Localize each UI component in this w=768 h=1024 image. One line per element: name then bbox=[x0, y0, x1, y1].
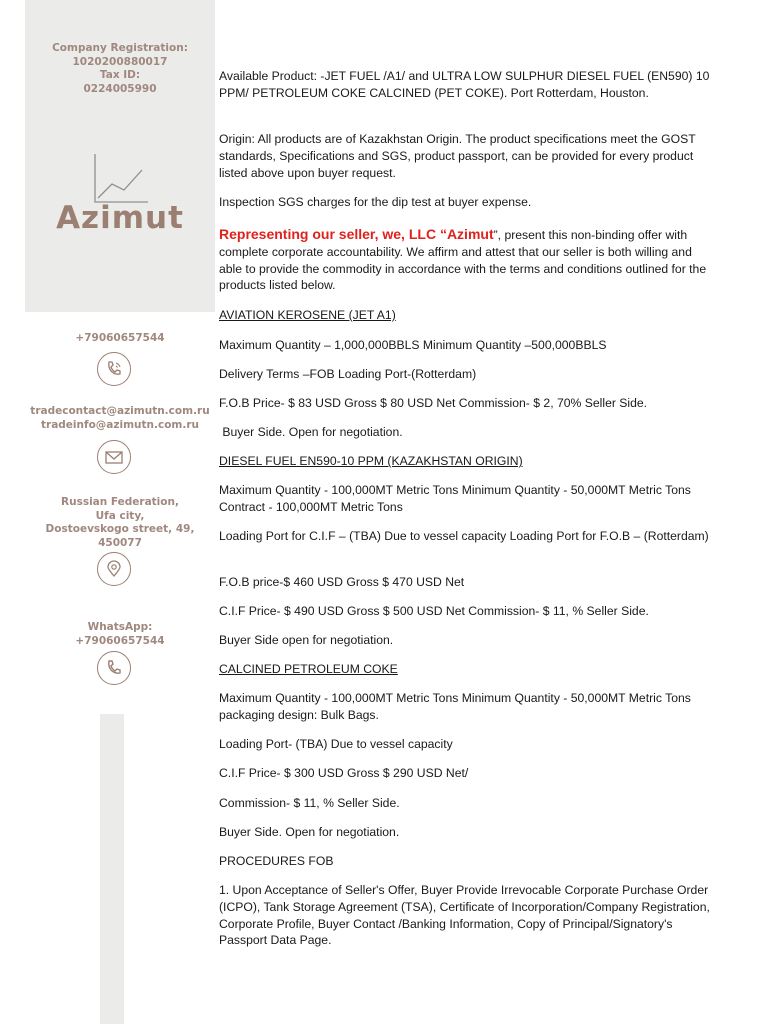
section-heading-coke: CALCINED PETROLEUM COKE bbox=[219, 662, 398, 676]
representation-text: ”, present this non-binding offer with complete corporate accountability. We affirm and attest that our seller is both willing and able to provide the commodity in accordance with the terms and conditions outlined for the products listed below. bbox=[219, 228, 707, 293]
registration-number: 1020200880017 bbox=[72, 55, 168, 68]
address-line: Russian Federation, bbox=[61, 496, 179, 508]
phone-icon[interactable] bbox=[97, 651, 131, 685]
sidebar-emails bbox=[25, 405, 215, 432]
address-line: Dostoevskogo street, 49, bbox=[45, 523, 195, 535]
email-tradecontact[interactable]: tradecontact@azimutn.com.ru bbox=[30, 405, 210, 417]
diesel-cif-price: C.I.F Price- $ 490 USD Gross $ 500 USD Net Commission- $ 11, % Seller Side. bbox=[219, 604, 649, 618]
coke-buyer-side: Buyer Side. Open for negotiation. bbox=[219, 825, 400, 839]
company-registration bbox=[25, 42, 215, 96]
coke-quantity: Maximum Quantity - 100,000MT Metric Tons Minimum Quantity - 50,000MT Metric Tons packaging design: Bulk Bags. bbox=[219, 691, 691, 722]
section-heading-procedures: PROCEDURES FOB bbox=[219, 854, 334, 868]
coke-loading-port: Loading Port- (TBA) Due to vessel capacity bbox=[219, 737, 453, 751]
procedure-step-1: 1. Upon Acceptance of Seller's Offer, Buyer Provide Irrevocable Corporate Purchase Order (ICPO), Tank Storage Agreement (TSA), Certificate of Incorporation/Company Registration, Corporate Profile, Buyer Contact /Banking Information, Copy of Principal/Signatory's Passport Data Page. bbox=[219, 883, 710, 948]
coke-commission: Commission- $ 11, % Seller Side. bbox=[219, 796, 400, 810]
tax-id-label: Tax ID: bbox=[99, 69, 141, 81]
diesel-loading-port: Loading Port for C.I.F – (TBA) Due to vessel capacity Loading Port for F.O.B – (Rotterdam) bbox=[219, 529, 709, 543]
sidebar-strip bbox=[100, 714, 124, 1024]
location-pin-icon[interactable] bbox=[97, 552, 131, 586]
azimut-logo: Azimut bbox=[56, 200, 184, 236]
sidebar-whatsapp bbox=[25, 621, 215, 648]
diesel-fob-price: F.O.B price-$ 460 USD Gross $ 470 USD Net bbox=[219, 575, 465, 589]
registration-label: Company Registration: bbox=[52, 42, 188, 54]
sidebar-address bbox=[25, 496, 215, 550]
email-tradeinfo[interactable]: tradeinfo@azimutn.com.ru bbox=[41, 418, 199, 431]
tax-id-number: 0224005990 bbox=[83, 82, 157, 95]
origin-paragraph: Origin: All products are of Kazakhstan Origin. The product specifications meet the GOST standards, Specifications and SGS, product passport, can be provided for every product listed above upon buyer request. bbox=[219, 132, 696, 180]
sidebar-phone[interactable]: +79060657544 bbox=[75, 332, 165, 344]
coke-cif-price: C.I.F Price- $ 300 USD Gross $ 290 USD Net/ bbox=[219, 766, 469, 780]
jet-price: F.O.B Price- $ 83 USD Gross $ 80 USD Net Commission- $ 2, 70% Seller Side. bbox=[219, 396, 648, 410]
section-heading-jet: AVIATION KEROSENE (JET A1) bbox=[219, 308, 396, 322]
representing-highlight: Representing our seller, we, LLC “Azimut bbox=[219, 226, 494, 242]
diesel-buyer-side: Buyer Side open for negotiation. bbox=[219, 633, 394, 647]
inspection-paragraph: Inspection SGS charges for the dip test at buyer expense. bbox=[219, 195, 532, 209]
phone-call-icon[interactable] bbox=[97, 352, 131, 386]
jet-buyer-side: Buyer Side. Open for negotiation. bbox=[219, 425, 403, 439]
address-line: Ufa city, bbox=[95, 509, 145, 522]
whatsapp-number[interactable]: +79060657544 bbox=[75, 634, 165, 647]
address-line: 450077 bbox=[98, 536, 142, 549]
diesel-quantity: Maximum Quantity - 100,000MT Metric Tons Minimum Quantity - 50,000MT Metric Tons Contract - 100,000MT Metric Tons bbox=[219, 483, 691, 514]
envelope-icon[interactable] bbox=[97, 440, 131, 474]
chart-logo-icon bbox=[90, 152, 150, 207]
whatsapp-label: WhatsApp: bbox=[87, 621, 153, 633]
available-product: Available Product: -JET FUEL /A1/ and ULTRA LOW SULPHUR DIESEL FUEL (EN590) 10 PPM/ PETROLEUM COKE CALCINED (PET COKE). Port Rotterdam, Houston. bbox=[219, 69, 710, 100]
representation-paragraph bbox=[219, 226, 714, 294]
jet-delivery-terms: Delivery Terms –FOB Loading Port-(Rotterdam) bbox=[219, 367, 477, 381]
jet-quantity: Maximum Quantity – 1,000,000BBLS Minimum Quantity –500,000BBLS bbox=[219, 338, 607, 352]
section-heading-diesel: DIESEL FUEL EN590-10 PPM (KAZAKHSTAN ORIGIN) bbox=[219, 454, 523, 468]
